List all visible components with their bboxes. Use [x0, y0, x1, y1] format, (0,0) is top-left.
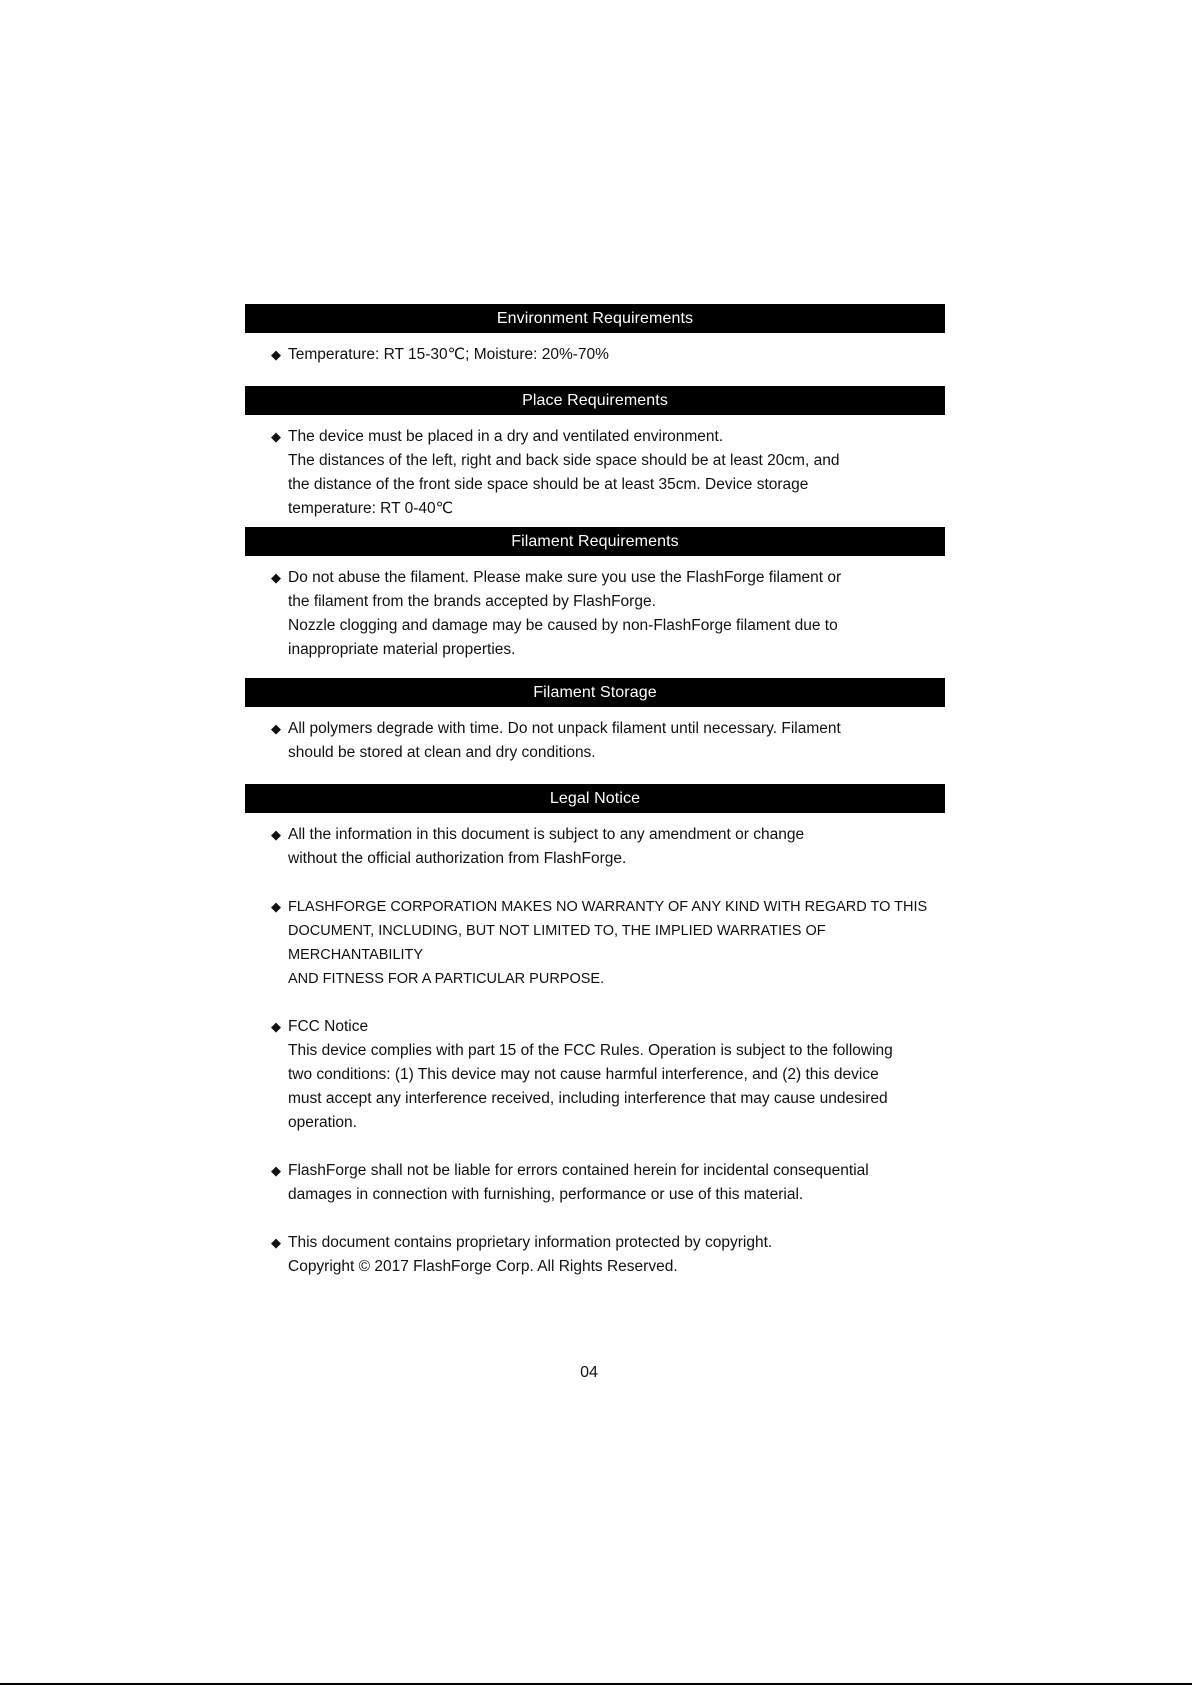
- item-text-line: two conditions: (1) This device may not cause harmful interference, and (2) this device: [288, 1066, 879, 1083]
- list-item: [245, 343, 945, 367]
- list-item: [245, 1015, 945, 1135]
- item-text-line: DOCUMENT, INCLUDING, BUT NOT LIMITED TO, THE IMPLIED WARRATIES OF MERCHANTABILITY: [288, 923, 826, 963]
- item-text-line: the filament from the brands accepted by FlashForge.: [288, 593, 656, 610]
- item-text-line: the distance of the front side space should be at least 35cm. Device storage: [288, 476, 809, 493]
- diamond-bullet-icon: ◆: [271, 827, 281, 842]
- section-header-storage: Filament Storage: [245, 678, 945, 707]
- item-text-line: temperature: RT 0-40℃: [288, 500, 454, 517]
- diamond-bullet-icon: ◆: [271, 899, 281, 914]
- list-item: [245, 1159, 945, 1207]
- item-text-line: FCC Notice: [288, 1018, 369, 1035]
- item-text-line: The device must be placed in a dry and ventilated environment.: [288, 428, 724, 445]
- item-text-line: inappropriate material properties.: [288, 641, 516, 658]
- section-header-filament: Filament Requirements: [245, 527, 945, 556]
- item-text-line: Do not abuse the filament. Please make sure you use the FlashForge filament or: [288, 569, 842, 586]
- item-text-line: Nozzle clogging and damage may be caused by non-FlashForge filament due to: [288, 617, 838, 634]
- list-item: [245, 717, 945, 765]
- list-item: [245, 895, 945, 991]
- item-text-line: All polymers degrade with time. Do not unpack filament until necessary. Filament: [288, 720, 841, 737]
- list-item: [245, 823, 945, 871]
- section-header-place: Place Requirements: [245, 386, 945, 415]
- item-text-line: AND FITNESS FOR A PARTICULAR PURPOSE.: [288, 971, 605, 987]
- diamond-bullet-icon: ◆: [271, 570, 281, 585]
- item-text-line: must accept any interference received, including interference that may cause undesired: [288, 1090, 888, 1107]
- item-text-line: This device complies with part 15 of the FCC Rules. Operation is subject to the following: [288, 1042, 893, 1059]
- diamond-bullet-icon: ◆: [271, 1019, 281, 1034]
- list-item: [245, 566, 945, 662]
- item-text-line: operation.: [288, 1114, 357, 1131]
- section-body-place: [245, 415, 945, 521]
- diamond-bullet-icon: ◆: [271, 347, 281, 362]
- diamond-bullet-icon: ◆: [271, 1235, 281, 1250]
- diamond-bullet-icon: ◆: [271, 429, 281, 444]
- item-text-line: The distances of the left, right and back side space should be at least 20cm, and: [288, 452, 840, 469]
- item-text-line: Temperature: RT 15-30℃; Moisture: 20%-70%: [288, 346, 609, 363]
- section-body-storage: [245, 707, 945, 765]
- item-text-line: FlashForge shall not be liable for errors contained herein for incidental consequential: [288, 1162, 869, 1179]
- document-content: [245, 304, 945, 1279]
- item-text-line: All the information in this document is subject to any amendment or change: [288, 826, 805, 843]
- item-text-line: without the official authorization from FlashForge.: [288, 850, 627, 867]
- item-text-line: Copyright © 2017 FlashForge Corp. All Rights Reserved.: [288, 1258, 678, 1275]
- item-text-line: damages in connection with furnishing, performance or use of this material.: [288, 1186, 804, 1203]
- section-body-legal: [245, 813, 945, 1279]
- page-number: 04: [580, 1364, 598, 1381]
- diamond-bullet-icon: ◆: [271, 1163, 281, 1178]
- item-text-line: This document contains proprietary information protected by copyright.: [288, 1234, 773, 1251]
- item-text-line: should be stored at clean and dry conditions.: [288, 744, 596, 761]
- item-text-line: FLASHFORGE CORPORATION MAKES NO WARRANTY OF ANY KIND WITH REGARD TO THIS: [288, 899, 928, 915]
- section-header-legal: Legal Notice: [245, 784, 945, 813]
- diamond-bullet-icon: ◆: [271, 721, 281, 736]
- list-item: [245, 1231, 945, 1279]
- list-item: [245, 425, 945, 521]
- section-header-environment: Environment Requirements: [245, 304, 945, 333]
- section-body-environment: [245, 333, 945, 367]
- section-body-filament: [245, 556, 945, 662]
